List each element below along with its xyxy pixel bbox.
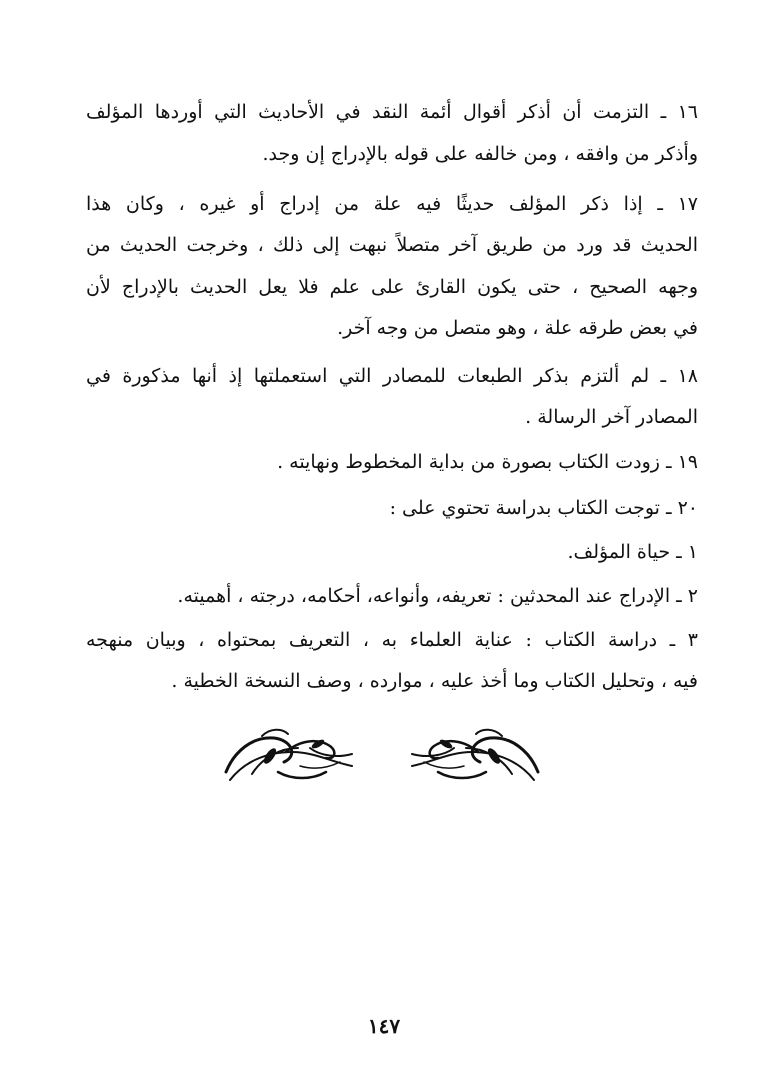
text-line-16: ١٦ ـ التزمت أن أذكر أقوال أئمة النقد في الأحاديث التي أوردها المؤلف xyxy=(86,101,698,123)
text-line-sub-1: ١ ـ حياة المؤلف. xyxy=(567,541,698,563)
text-line-17-cont-1: الحديث قد ورد من طريق آخر متصلاً نبهت إلى ذلك ، وخرجت الحديث من xyxy=(86,234,698,256)
floral-divider-ornament xyxy=(222,722,542,786)
text-line-17-cont-3: في بعض طرقه علة ، وهو متصل من وجه آخر. xyxy=(337,317,698,339)
text-line-sub-3: ٣ ـ دراسة الكتاب : عناية العلماء به ، التعريف بمحتواه ، وبيان منهجه xyxy=(86,629,699,651)
text-line-19: ١٩ ـ زودت الكتاب بصورة من بداية المخطوط ونهايته . xyxy=(277,451,698,473)
text-line-sub-2: ٢ ـ الإدراج عند المحدثين : تعريفه، وأنواعه، أحكامه، درجته ، أهميته. xyxy=(177,585,698,607)
text-line-17: ١٧ ـ إذا ذكر المؤلف حديثًا فيه علة من إدراج أو غيره ، وكان هذا xyxy=(86,193,698,215)
text-line-18: ١٨ ـ لم ألتزم بذكر الطبعات للمصادر التي استعملتها إذ أنها مذكورة في xyxy=(86,365,698,387)
text-line-sub-3-cont: فيه ، وتحليل الكتاب وما أخذ عليه ، موارده ، وصف النسخة الخطية . xyxy=(171,670,698,692)
text-line-17-cont-2: وجهه الصحيح ، حتى يكون القارئ على علم فلا يعل الحديث بالإدراج لأن xyxy=(86,276,698,298)
text-line-20: ٢٠ ـ توجت الكتاب بدراسة تحتوي على : xyxy=(389,497,698,519)
page-number: ١٤٧ xyxy=(367,1014,401,1038)
text-line-18-cont: المصادر آخر الرسالة . xyxy=(525,406,698,428)
text-line-16-cont: وأذكر من وافقه ، ومن خالفه على قوله بالإدراج إن وجد. xyxy=(262,143,698,165)
